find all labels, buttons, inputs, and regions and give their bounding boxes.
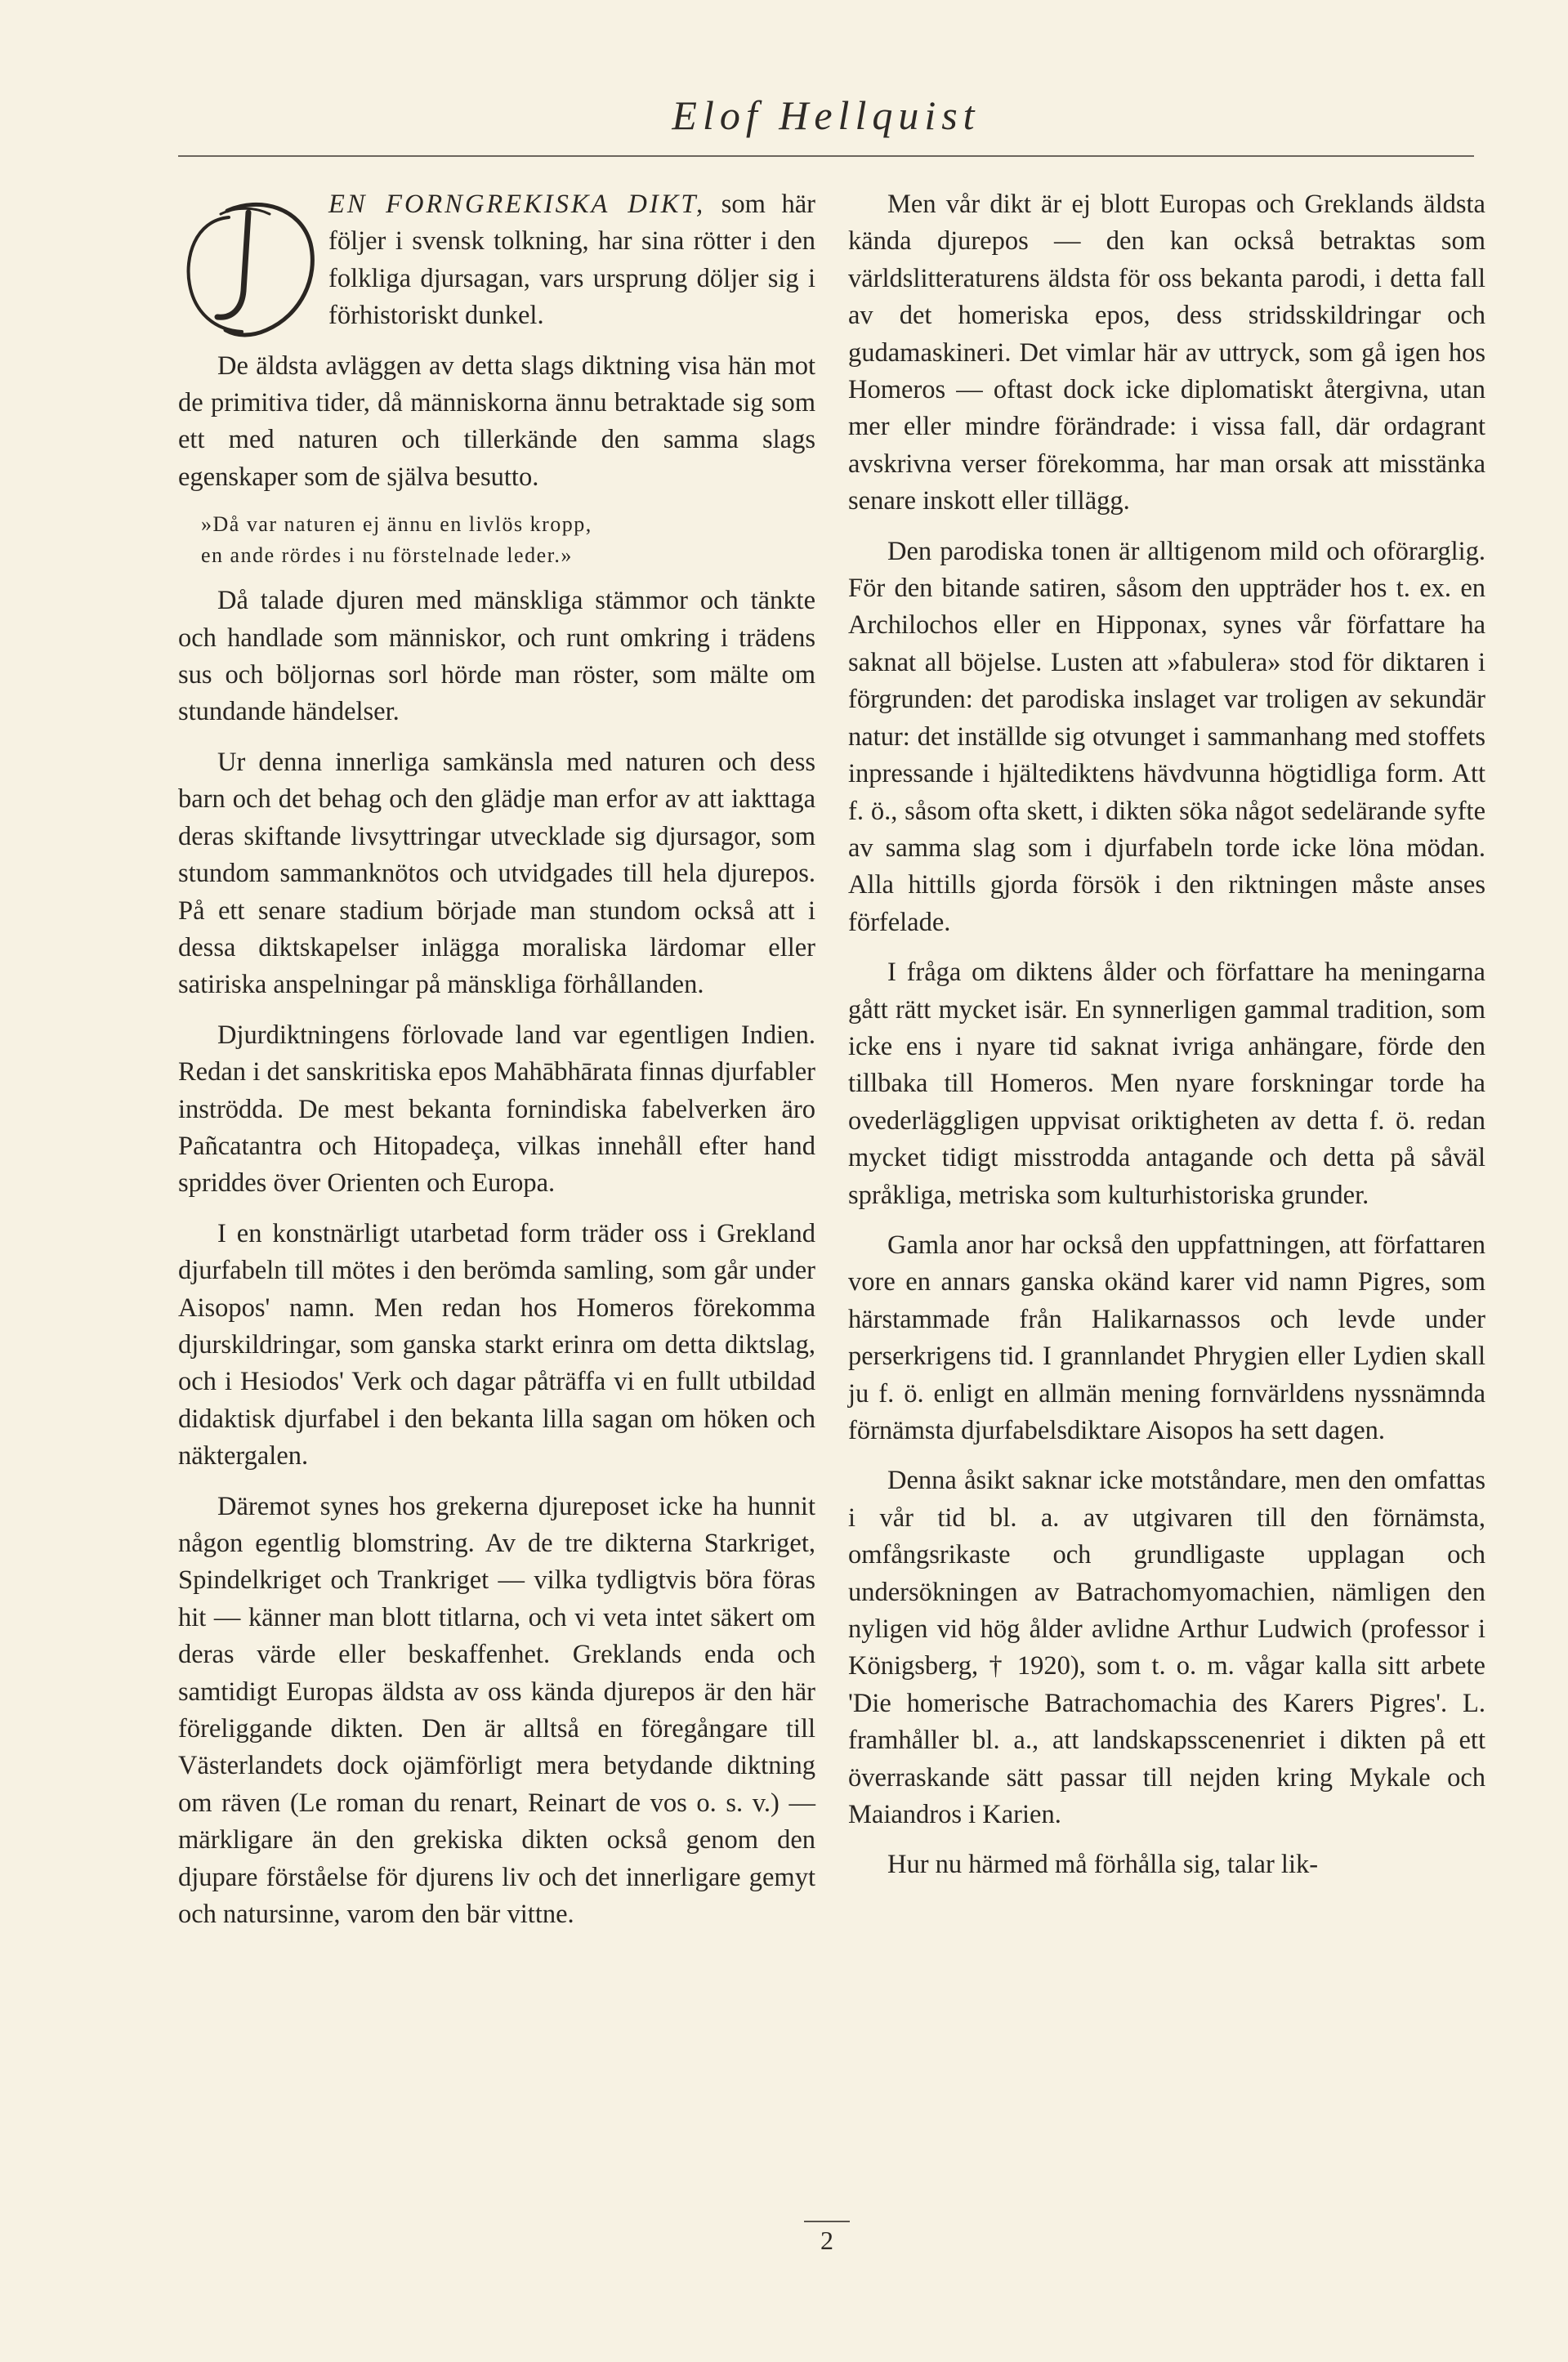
left-column xyxy=(178,186,815,1946)
footer-rule xyxy=(804,2221,850,2222)
paragraph-right-4: Gamla anor har också den uppfattningen, att författaren vore en annars ganska okänd karer vid namn Pigres, som härstammade från Halikarnassos och levde under perserkrigens tid. I grannlandet Phrygien eller Lydien skall ju f. ö. enligt en allmän mening fornvärldens nyssnämnda förnämsta djurfabelsdiktare Aisopos ha sett dagen. xyxy=(848,1230,1485,1445)
dropcap-letter: D xyxy=(268,338,269,339)
paragraph-left-6: I en konstnärligt utarbetad form träder oss i Grekland djurfabeln till mötes i den berömda samling, som går under Aisopos' namn. Men redan hos Homeros förekomma djurskildringar, som ganska starkt erinra om detta diktslag, och i Hesiodos' Verk och dagar påträffa vi en fullt utbildad didaktisk djurfabel i den bekanta lilla sagan om höken och näktergalen. xyxy=(178,1218,815,1471)
dropcap-initial xyxy=(178,193,319,340)
paragraph-right-2: Den parodiska tonen är alltigenom mild och oförarglig. För den bitande satiren, såsom den uppträder hos t. ex. en Archilochos eller en Hipponax, synes vår författare ha saknat all böjelse. Lusten att »fabulera» stod för diktaren i förgrunden: det parodiska inslaget var troligen av sekundär natur: det inställde sig otvunget i sammanhang med stoffets inpressande i hjältediktens hävdvunna högtidliga form. Att f. ö., såsom ofta skett, i dikten söka något sedelärande syfte av samma slag som i djurfabeln torde icke löna mödan. Alla hittills gjorda försök i den riktningen måste anses förfelade. xyxy=(848,536,1485,937)
page-number: 2 xyxy=(820,2226,833,2255)
paragraph-left-4: Ur denna innerliga samkänsla med naturen och dess barn och det behag och den glädje man erfor av att iakttaga deras skiftande livsyttringar utvecklade sig djursagor, som stundom sammanknötos och utvidgades till hela djurepos. På ett senare stadium började man stundom också att i dessa diktskapelser inlägga moraliska lärdomar eller satiriska anspelningar på mänskliga förhållanden. xyxy=(178,747,815,1000)
paragraph-left-7: Däremot synes hos grekerna djureposet icke ha hunnit någon egentlig blomstring. Av de tre dikterna Starkriget, Spindelkriget och Trankriget — vilka tydligtvis böra föras hit — känner man blott titlarna, och vi veta intet säkert om deras värde eller beskaffenhet. Greklands enda och samtidigt Europas äldsta av oss kända djurepos är den här föreliggande dikten. Den är alltså en föregångare till Västerlandets dock ojämförligt mera betydande diktning om räven (Le roman du renart, Reinart de vos o. s. v.) — märkligare än den grekiska dikten också genom den djupare förståelse för djurens liv och det innerligare gemyt och natursinne, varom den bär vittne. xyxy=(178,1491,815,1930)
verse-line-1: »Då var naturen ej ännu en livlös kropp, xyxy=(201,512,592,537)
paragraph-right-1: Men vår dikt är ej blott Europas och Greklands äldsta kända djurepos — den kan också betraktas som världslitteraturens äldsta för oss bekanta parodi, i detta fall av det homeriska epos, dess stridsskildringar och gudamaskineri. Det vimlar här av uttryck, som gå igen hos Homeros — oftast dock icke diplomatiskt återgivna, utan mer eller mindre förändrade: i vissa fall, där ordagrant avskrivna verser förekomma, har man orsak att misstänka senare inskott eller tillägg. xyxy=(848,190,1485,516)
dropcap-d-ornament xyxy=(178,193,319,340)
verse-quote xyxy=(201,509,815,571)
paragraph-right-6: Hur nu härmed må förhålla sig, talar lik- xyxy=(887,1850,1319,1880)
right-column xyxy=(848,186,1485,1897)
paragraph-right-5: Denna åsikt saknar icke motståndare, men den omfattas i vår tid bl. a. av utgivaren till den förnämsta, omfångsrikaste och grundligaste upplagan och undersökningen av Batrachomyomachien, nämligen den nyligen vid hög ålder avlidne Arthur Ludwich (professor i Königsberg, † 1920), som t. o. m. vågar kalla sitt arbete 'Die homerische Batrachomachia des Karers Pigres'. L. framhåller bl. a., att landskapsscenenriet i dikten på ett överraskande sätt passar till nejden kring Mykale och Maiandros i Karien. xyxy=(848,1466,1485,1830)
opening-paragraph xyxy=(178,186,815,339)
opening-text: som här följer i svensk tolkning, har sina rötter i den folkliga djursagan, vars ursprung döljer sig i förhistoriskt dunkel. xyxy=(328,190,815,331)
paragraph-right-3: I fråga om diktens ålder och författare ha meningarna gått rätt mycket isär. En synnerligen gammal tradition, som icke ens i nyare tid saknat ivriga anhängare, förde den tillbaka till Homeros. Men nyare forskningar torde ha ovederläggligen uppvisat oriktigheten av detta f. ö. redan mycket tidigt misstrodda antagande och detta på såväl språkliga, metriska som kulturhistoriska grunder. xyxy=(848,958,1485,1210)
paragraph-left-2: De äldsta avläggen av detta slags diktning visa hän mot de primitiva tider, då människorna ännu betraktade sig som ett med naturen och tillerkände den samma slags egenskaper som de själva besutto. xyxy=(178,351,815,492)
opening-small-caps: EN FORNGREKISKA DIKT, xyxy=(328,190,706,219)
header-rule xyxy=(178,155,1474,157)
paragraph-left-5: Djurdiktningens förlovade land var egentligen Indien. Redan i det sanskritiska epos Mahābhārata finnas djurfabler inströdda. De mest bekanta fornindiska fabelverken äro Pañcatantra och Hitopadeça, vilkas innehåll efter hand spriddes över Orienten och Europa. xyxy=(178,1020,815,1199)
verse-line-2: en ande rördes i nu förstelnade leder.» xyxy=(201,543,573,568)
paragraph-left-3: Då talade djuren med mänskliga stämmor och tänkte och handlade som människor, och runt omkring i trädens sus och böljornas sorl hörde man röster, som mälte om stundande händelser. xyxy=(178,586,815,727)
running-head: Elof Hellquist xyxy=(672,92,981,138)
